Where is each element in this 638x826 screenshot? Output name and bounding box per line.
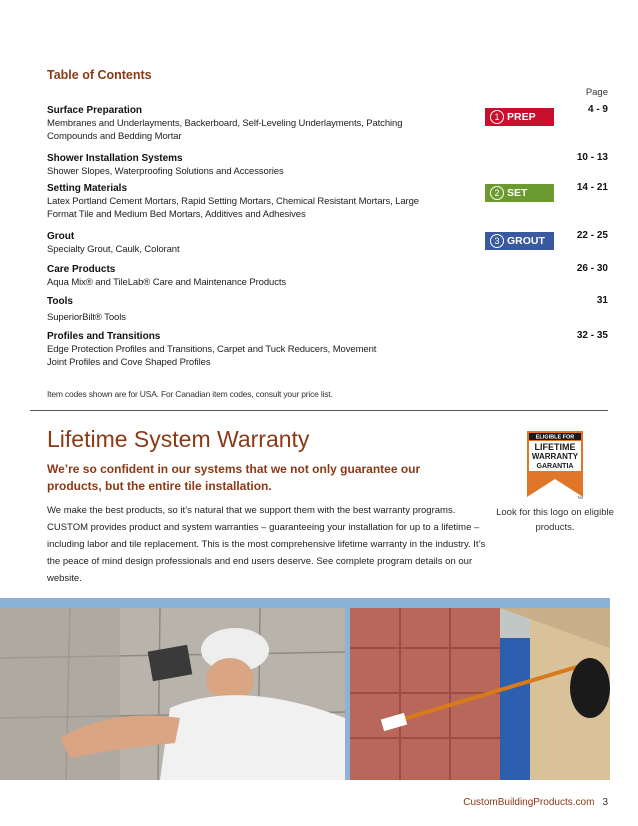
badge-label: PREP: [507, 111, 536, 123]
toc-entry-title: Tools: [47, 296, 73, 307]
toc-entry-pages: 26 - 30: [576, 263, 608, 274]
toc-entry-desc: Specialty Grout, Caulk, Colorant: [47, 244, 180, 255]
badge-label: SET: [507, 187, 528, 199]
toc-entry-tools[interactable]: [47, 295, 608, 324]
toc-entry-pages: 31: [596, 295, 608, 306]
badge-number: 3: [490, 234, 504, 248]
toc-entry-title: Shower Installation Systems: [47, 153, 183, 164]
toc-entry-desc: Membranes and Underlayments, Backerboard, Self-Leveling Underlayments, Patching Compounds and Bedding Mortar: [47, 118, 403, 142]
logo-line1: ELIGIBLE FOR: [535, 434, 575, 441]
badge-label: GROUT: [507, 235, 545, 247]
toc-entry-desc: Edge Protection Profiles and Transitions, Carpet and Tuck Reducers, Movement Joint Profiles and Cove Shaped Profiles: [47, 344, 377, 368]
worker-setting-tile-photo: [0, 608, 345, 780]
logo-tm: TM: [577, 495, 583, 500]
toc-entry-desc: Aqua Mix® and TileLab® Care and Maintenance Products: [47, 277, 287, 288]
badge-number: 1: [490, 110, 504, 124]
grout-badge: [485, 232, 554, 250]
toc-entry-pages: 32 - 35: [576, 330, 608, 341]
set-badge: [485, 184, 554, 202]
toc-entry-desc: Shower Slopes, Waterproofing Solutions and Accessories: [47, 166, 284, 177]
toc-entry-title: Surface Preparation: [47, 105, 143, 116]
wall-tiling-photo: [350, 608, 610, 780]
badge-number: 2: [490, 186, 504, 200]
toc-entry-title: Profiles and Transitions: [47, 331, 161, 342]
toc-entry-shower-installation[interactable]: [47, 152, 608, 178]
logo-line2: LIFETIME: [534, 442, 576, 452]
section-divider: [30, 410, 608, 411]
toc-entry-pages: 22 - 25: [576, 230, 608, 241]
toc-entry-desc: SuperiorBilt® Tools: [47, 312, 126, 323]
toc-entry-title: Grout: [47, 231, 75, 242]
toc-title: Table of Contents: [47, 68, 152, 82]
photo-band: [0, 598, 610, 780]
page-column-label: Page: [585, 87, 608, 98]
logo-line3: WARRANTY: [531, 452, 579, 461]
warranty-body: We make the best products, so it’s natural that we support them with the best warranty programs. CUSTOM provides product and system warranties – guaranteeing your installation for up to a lifetime – including labor and tile replacement. This is the most comprehensive lifetime warranty in the industry. It’s the peace of mind design professionals and end users deserve. See complete program details on our website.: [47, 505, 486, 584]
item-codes-note: Item codes shown are for USA. For Canadian item codes, consult your price list.: [47, 389, 333, 399]
toc-entry-pages: 14 - 21: [576, 182, 608, 193]
toc-entry-pages: 10 - 13: [576, 152, 608, 163]
lifetime-warranty-logo: [525, 431, 585, 501]
toc-entry-pages: 4 - 9: [587, 104, 608, 115]
toc-entry-desc: Latex Portland Cement Mortars, Rapid Setting Mortars, Chemical Resistant Mortars, Large Format Tile and Medium Bed Mortars, Additives and Adhesives: [47, 196, 419, 220]
toc-entry-profiles-transitions[interactable]: [47, 330, 608, 369]
toc-entry-title: Care Products: [47, 264, 116, 275]
warranty-subtitle: We’re so confident in our systems that we not only guarantee our products, but the entire tile installation.: [47, 462, 421, 493]
toc-entry-care-products[interactable]: [47, 263, 608, 289]
website-link[interactable]: CustomBuildingProducts.com: [463, 797, 595, 808]
logo-caption: Look for this logo on eligible products.: [496, 507, 614, 533]
page-number: 3: [602, 797, 608, 808]
prep-badge: [485, 108, 554, 126]
footer: [463, 797, 608, 808]
toc-entry-title: Setting Materials: [47, 183, 128, 194]
warranty-title: Lifetime System Warranty: [47, 426, 310, 452]
logo-line4: GARANTIA: [536, 463, 574, 470]
warranty-badge-icon: [525, 431, 585, 501]
